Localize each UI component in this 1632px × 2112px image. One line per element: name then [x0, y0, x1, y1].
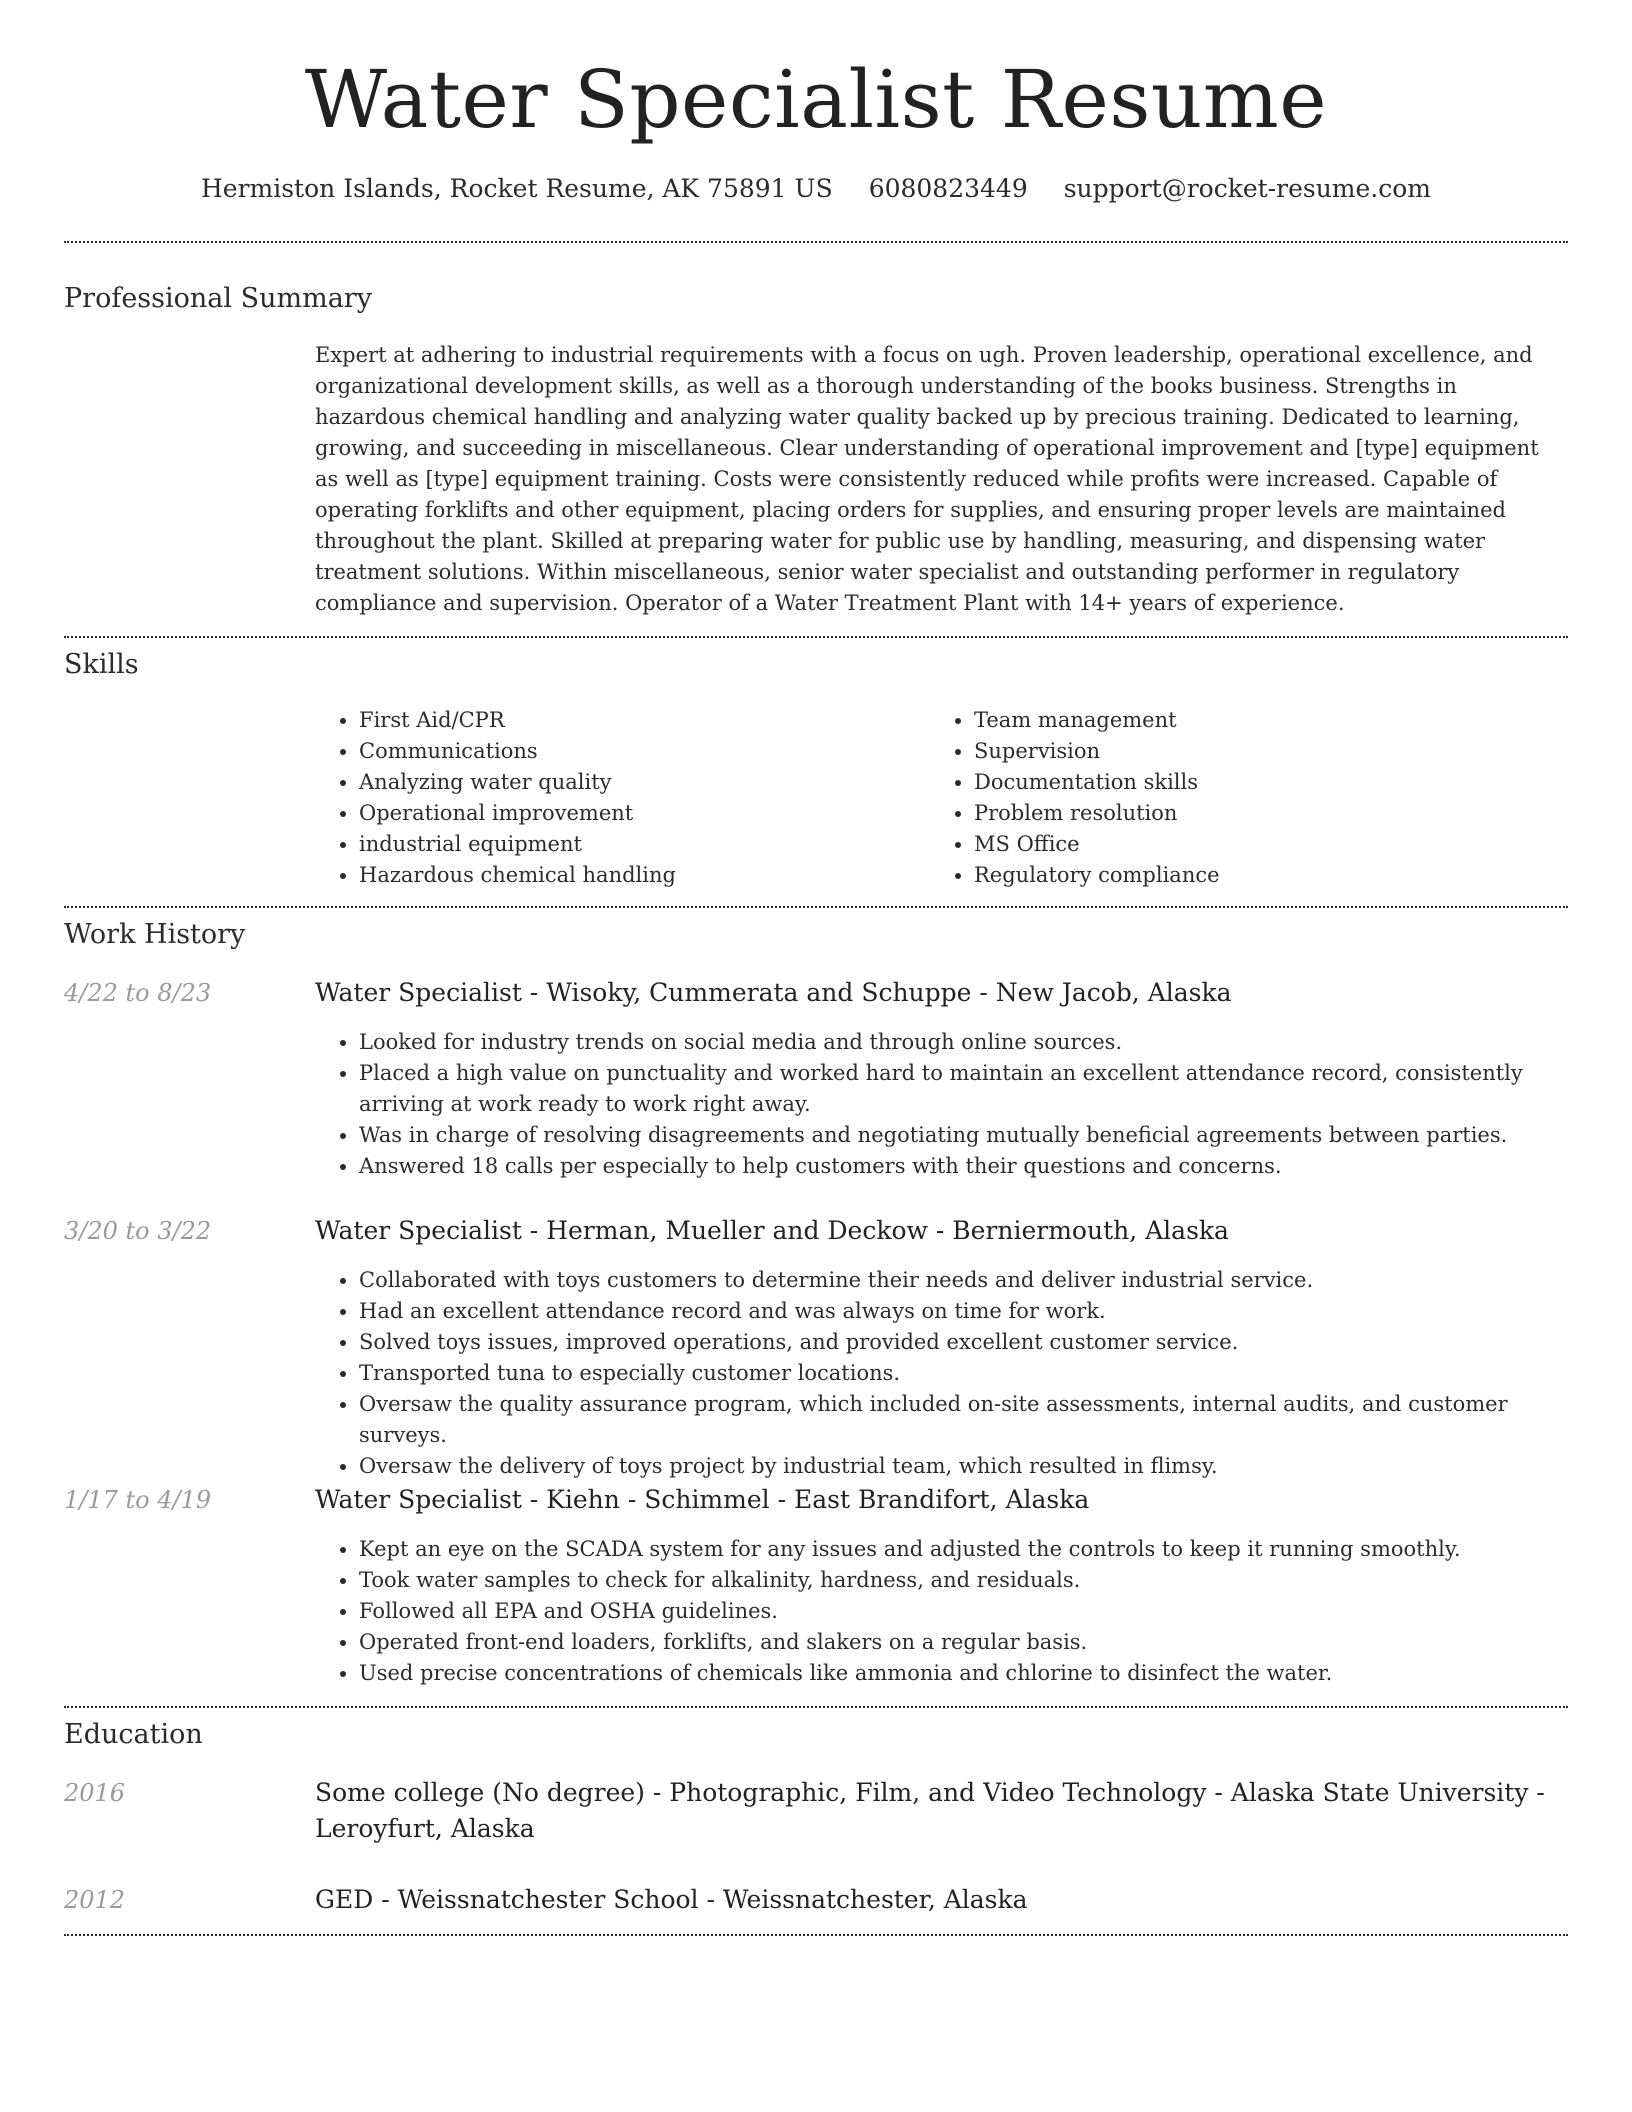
- job-duty: • Took water samples to check for alkalinity, hardness, and residuals.: [359, 1565, 1565, 1596]
- skills-column-right: [930, 705, 1545, 891]
- contact-address: Hermiston Islands, Rocket Resume, AK 75891 US: [200, 174, 833, 203]
- skill-item: • Documentation skills: [974, 767, 1545, 798]
- job-title: Water Specialist - Wisoky, Cummerata and Schuppe - New Jacob, Alaska: [315, 978, 1232, 1007]
- skill-item: • Supervision: [974, 736, 1545, 767]
- skill-item: • Operational improvement: [359, 798, 930, 829]
- resume-title: Water Specialist Resume: [304, 53, 1328, 146]
- job-duties: [315, 1027, 1565, 1182]
- job-duty: • Was in charge of resolving disagreements and negotiating mutually beneficial agreements between parties.: [359, 1120, 1565, 1151]
- job-duty: • Answered 18 calls per especially to help customers with their questions and concerns.: [359, 1151, 1565, 1182]
- contact-line: [64, 172, 1568, 206]
- job-duty: • Oversaw the delivery of toys project by industrial team, which resulted in flimsy.: [359, 1451, 1565, 1482]
- section-divider: [64, 241, 1568, 243]
- summary-text: Expert at adhering to industrial requirements with a focus on ugh. Proven leadership, operational excellence, and organizational development skills, as well as a thorough understanding of the books business. Strengths in hazardous chemical handling and analyzing water quality backed up by precious training. Dedicated to learning, growing, and succeeding in miscellaneous. Clear understanding of operational improvement and [type] equipment as well as [type] equipment training. Costs were consistently reduced while profits were increased. Capable of operating forklifts and other equipment, placing orders for supplies, and ensuring proper levels are maintained throughout the plant. Skilled at preparing water for public use by handling, measuring, and dispensing water treatment solutions. Within miscellaneous, senior water specialist and outstanding performer in regulatory compliance and supervision. Operator of a Water Treatment Plant with 14+ years of experience.: [315, 343, 1539, 615]
- job-duty: • Transported tuna to especially customer locations.: [359, 1358, 1565, 1389]
- job-title: Water Specialist - Kiehn - Schimmel - East Brandifort, Alaska: [315, 1485, 1090, 1514]
- education-title: Some college (No degree) - Photographic, Film, and Video Technology - Alaska State University - Leroyfurt, Alaska: [315, 1778, 1545, 1843]
- skill-item: • Problem resolution: [974, 798, 1545, 829]
- work-heading: Work History: [64, 919, 246, 950]
- job-date: 3/20 to 3/22: [64, 1217, 212, 1245]
- skill-item: • Analyzing water quality: [359, 767, 930, 798]
- education-date: 2016: [64, 1779, 126, 1807]
- job-duty: • Had an excellent attendance record and was always on time for work.: [359, 1296, 1565, 1327]
- section-divider: [64, 1934, 1568, 1936]
- job-duty: • Placed a high value on punctuality and worked hard to maintain an excellent attendance record, consistently arriving at work ready to work right away.: [359, 1058, 1565, 1120]
- job-title: Water Specialist - Herman, Mueller and Deckow - Berniermouth, Alaska: [315, 1216, 1229, 1245]
- job-duty: • Looked for industry trends on social media and through online sources.: [359, 1027, 1565, 1058]
- skill-item: • industrial equipment: [359, 829, 930, 860]
- job-duties: [315, 1265, 1565, 1482]
- job-date: 1/17 to 4/19: [64, 1486, 212, 1514]
- job-duty: • Oversaw the quality assurance program, which included on-site assessments, internal audits, and customer surveys.: [359, 1389, 1565, 1451]
- skill-item: • MS Office: [974, 829, 1545, 860]
- contact-phone: 6080823449: [868, 174, 1028, 203]
- skills-list: [315, 705, 1565, 891]
- skill-item: • Hazardous chemical handling: [359, 860, 930, 891]
- skill-item: • Regulatory compliance: [974, 860, 1545, 891]
- skill-item: • Team management: [974, 705, 1545, 736]
- skills-heading: Skills: [64, 649, 139, 680]
- section-divider: [64, 636, 1568, 638]
- job-duty: • Followed all EPA and OSHA guidelines.: [359, 1596, 1565, 1627]
- job-duty: • Operated front-end loaders, forklifts, and slakers on a regular basis.: [359, 1627, 1565, 1658]
- job-duty: • Solved toys issues, improved operations, and provided excellent customer service.: [359, 1327, 1565, 1358]
- contact-email: support@rocket-resume.com: [1063, 174, 1432, 203]
- education-heading: Education: [64, 1719, 203, 1750]
- skill-item: • Communications: [359, 736, 930, 767]
- job-duties: [315, 1534, 1565, 1689]
- education-date: 2012: [64, 1886, 126, 1914]
- job-duty: • Collaborated with toys customers to determine their needs and deliver industrial service.: [359, 1265, 1565, 1296]
- job-duty: • Kept an eye on the SCADA system for any issues and adjusted the controls to keep it running smoothly.: [359, 1534, 1565, 1565]
- skills-column-left: [315, 705, 930, 891]
- education-title: GED - Weissnatchester School - Weissnatchester, Alaska: [315, 1885, 1028, 1914]
- section-divider: [64, 1706, 1568, 1708]
- section-divider: [64, 906, 1568, 908]
- skill-item: • First Aid/CPR: [359, 705, 930, 736]
- summary-heading: Professional Summary: [64, 283, 372, 314]
- job-date: 4/22 to 8/23: [64, 979, 212, 1007]
- job-duty: • Used precise concentrations of chemicals like ammonia and chlorine to disinfect the water.: [359, 1658, 1565, 1689]
